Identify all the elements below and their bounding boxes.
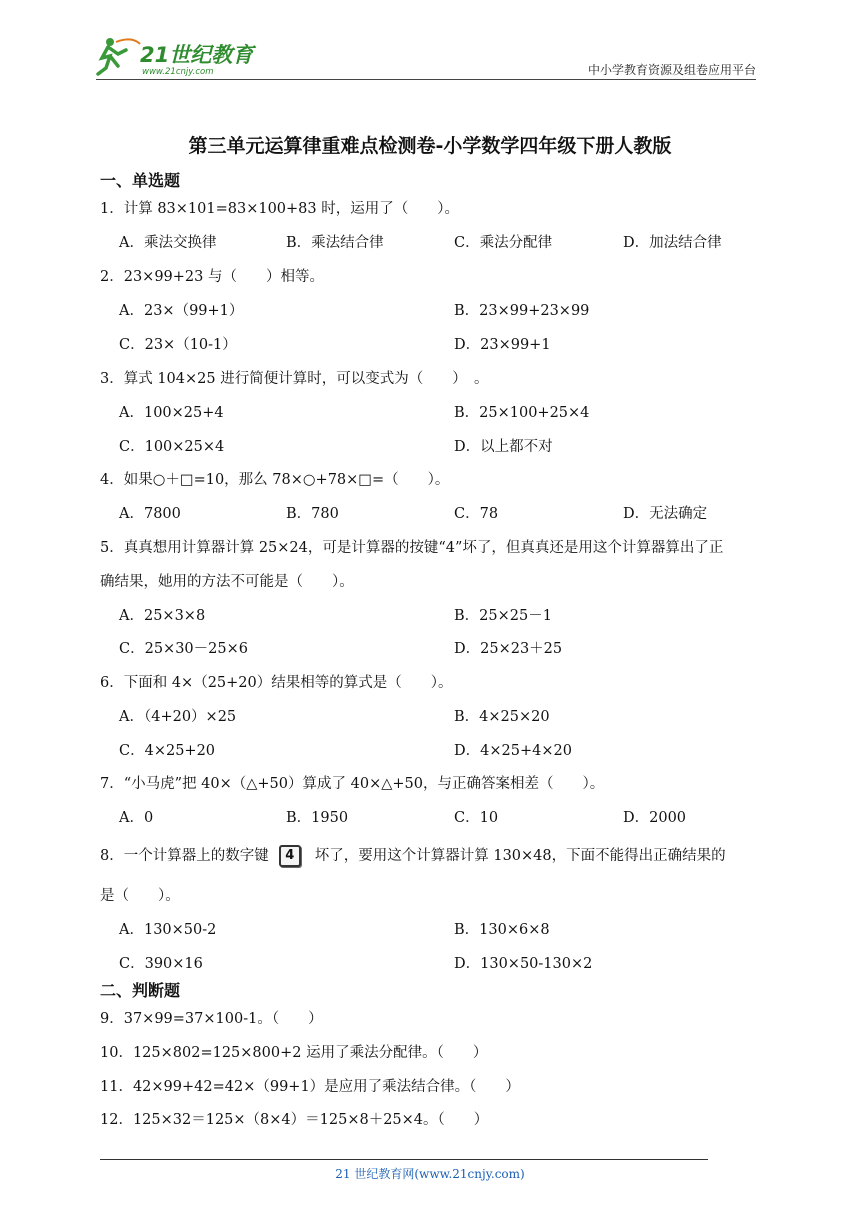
option-d: D．2000	[623, 810, 687, 826]
option-d: D．130×50-130×2	[454, 956, 593, 972]
option-b: B．乘法结合律	[286, 235, 384, 251]
running-figure-icon	[98, 38, 140, 74]
option-d: D．25×23＋25	[454, 641, 563, 657]
option-b: B．1950	[286, 810, 349, 826]
option-b: B．25×100+25×4	[454, 405, 590, 421]
option-c: C．乘法分配律	[454, 235, 553, 251]
section-heading: 二、判断题	[100, 981, 181, 1000]
question-stem: 12．125×32＝125×（8×4）＝125×8＋25×4。（ ）	[100, 1112, 489, 1128]
option-d: D．无法确定	[623, 506, 708, 522]
page-header	[96, 34, 756, 80]
question-stem-part: 8．一个计算器上的数字键	[100, 848, 269, 864]
question-stem: 10．125×802=125×800+2 运用了乘法分配律。（ ）	[100, 1045, 488, 1061]
option-a: A．乘法交换律	[119, 235, 217, 251]
option-a: A．23×（99+1）	[119, 303, 244, 319]
option-a: A．0	[119, 810, 154, 826]
option-d: D．以上都不对	[454, 439, 553, 455]
option-a: A．25×3×8	[119, 608, 206, 624]
option-a: A．130×50-2	[119, 922, 217, 938]
page-title: 第三单元运算律重难点检测卷-小学数学四年级下册人教版	[188, 135, 672, 157]
footer-text: 21 世纪教育网(www.21cnjy.com)	[335, 1167, 525, 1181]
option-b: B．4×25×20	[454, 709, 550, 725]
question-stem-continued: 是（ ）。	[100, 888, 180, 904]
option-d: D．23×99+1	[454, 337, 551, 353]
option-c: C．4×25+20	[119, 743, 216, 759]
option-d: D．4×25+4×20	[454, 743, 572, 759]
logo-text: 21世纪教育	[140, 43, 254, 67]
question-stem: 7．“小马虎”把 40×（△+50）算成了 40×△+50，与正确答案相差（ ）。	[100, 776, 605, 792]
option-a: A．（4+20）×25	[119, 709, 237, 725]
option-c: C．78	[454, 506, 499, 522]
question-stem: 5．真真想用计算器计算 25×24，可是计算器的按键“4”坏了，但真真还是用这个计算器算出了正	[100, 540, 724, 556]
option-b: B．23×99+23×99	[454, 303, 590, 319]
question-stem-part: 坏了，要用这个计算器计算 130×48，下面不能得出正确结果的	[314, 848, 726, 864]
question-stem: 6．下面和 4×（25+20）结果相等的算式是（ ）。	[100, 675, 453, 691]
option-b: B．130×6×8	[454, 922, 550, 938]
logo	[96, 34, 266, 78]
option-c: C．390×16	[119, 956, 203, 972]
footer-divider	[100, 1159, 708, 1160]
option-c: C．25×30－25×6	[119, 641, 248, 657]
option-c: C．10	[454, 810, 499, 826]
key-4-icon: 4	[279, 845, 301, 867]
option-c: C．100×25×4	[119, 439, 225, 455]
header-divider	[96, 79, 756, 80]
section-heading: 一、单选题	[100, 171, 181, 190]
question-stem: 1．计算 83×101=83×100+83 时，运用了（ ）。	[100, 201, 459, 217]
option-b: B．780	[286, 506, 339, 522]
question-stem: 9．37×99=37×100-1。（ ）	[100, 1011, 323, 1027]
question-stem	[100, 844, 726, 867]
question-stem: 4．如果○＋□=10，那么 78×○+78×□=（ ）。	[100, 472, 450, 488]
question-stem: 3．算式 104×25 进行简便计算时，可以变式为（ ） 。	[100, 371, 489, 387]
option-b: B．25×25－1	[454, 608, 552, 624]
question-stem: 2．23×99+23 与（ ）相等。	[100, 269, 324, 285]
question-stem: 11．42×99+42=42×（99+1）是应用了乘法结合律。（ ）	[100, 1079, 520, 1095]
option-d: D．加法结合律	[623, 235, 722, 251]
option-a: A．100×25+4	[119, 405, 224, 421]
option-c: C．23×（10-1）	[119, 337, 237, 353]
option-a: A．7800	[119, 506, 181, 522]
platform-name: 中小学教育资源及组卷应用平台	[587, 63, 756, 77]
question-stem-continued: 确结果，她用的方法不可能是（ ）。	[100, 574, 354, 590]
logo-url: www.21cnjy.com	[142, 67, 214, 77]
